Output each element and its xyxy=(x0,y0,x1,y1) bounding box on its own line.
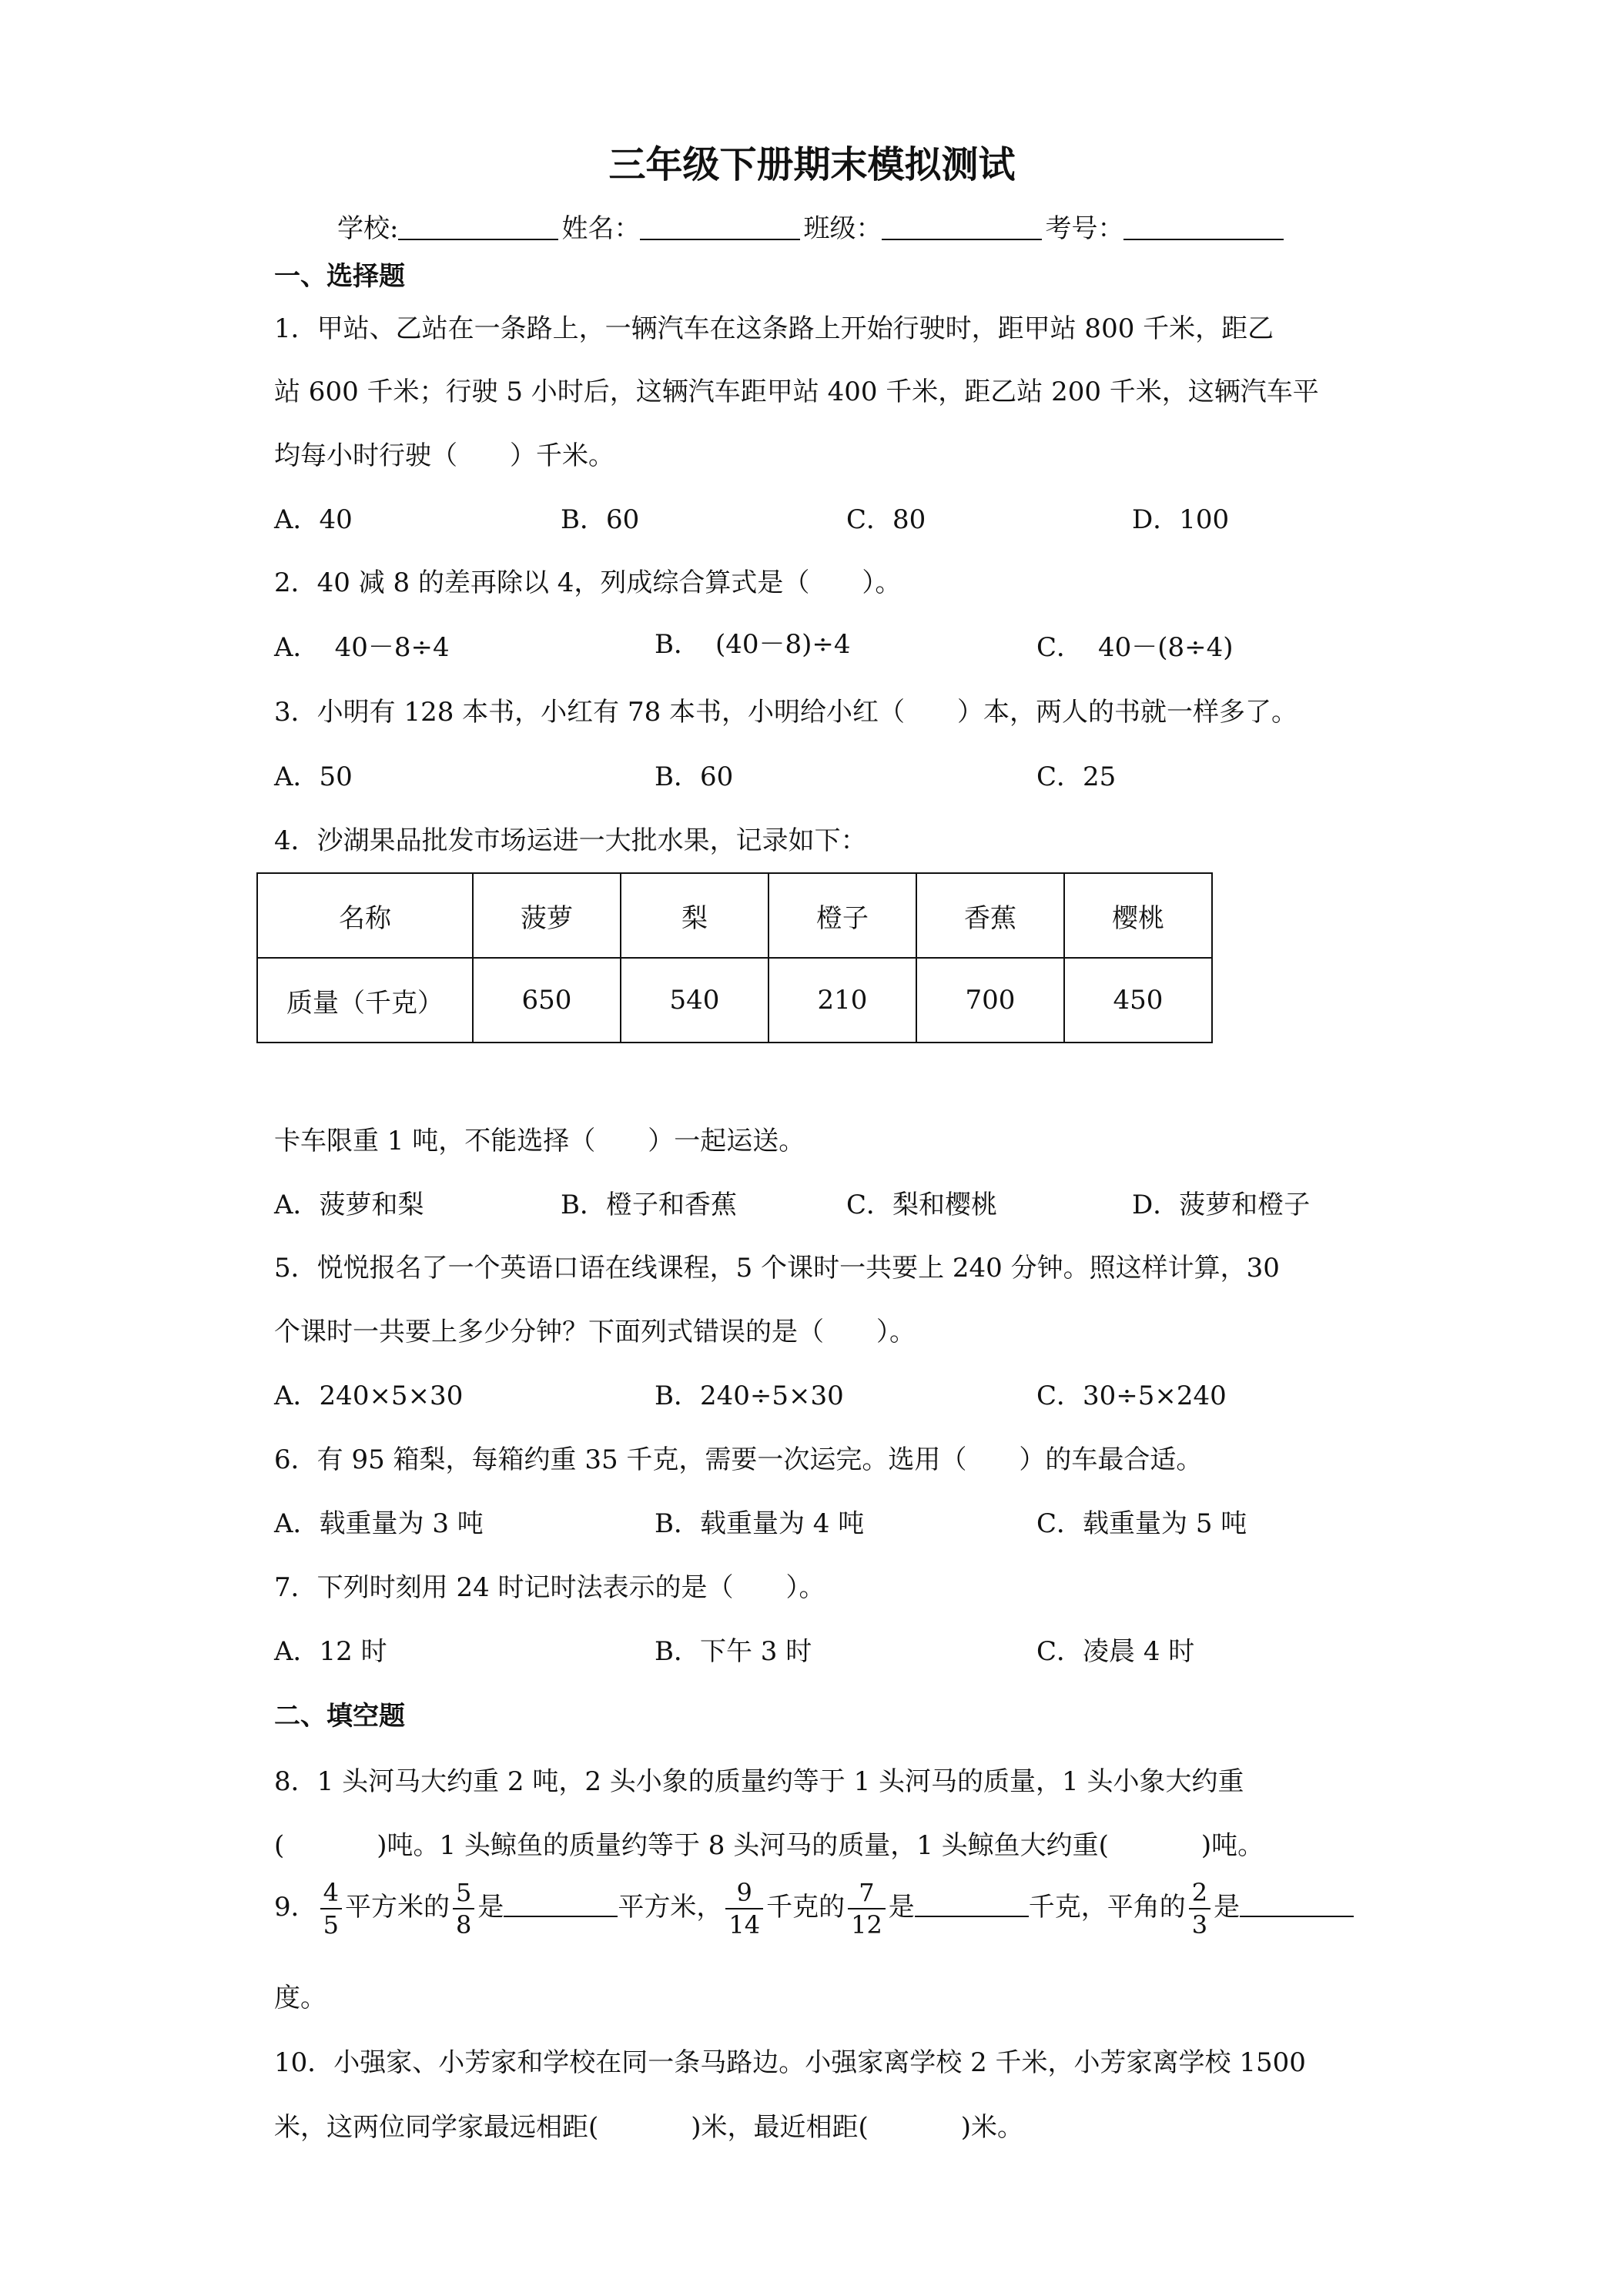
question-10-end-text: )米。 xyxy=(960,2112,1024,2143)
question-6-text: 6．有 95 箱梨，每箱约重 35 千克，需要一次运完。选用（ ）的车最合适。 xyxy=(274,1444,1203,1475)
exam-number-blank[interactable] xyxy=(1123,219,1284,240)
section-heading-choice: 一、选择题 xyxy=(274,261,405,292)
text: 平方米， xyxy=(618,1892,723,1923)
denominator: 3 xyxy=(1191,1910,1208,1940)
question-3-option-a[interactable]: A．50 xyxy=(274,761,353,792)
denominator: 14 xyxy=(728,1910,761,1940)
table-cell: 菠萝 xyxy=(473,873,621,958)
numerator: 9 xyxy=(725,1880,763,1909)
text: 千克的 xyxy=(766,1892,845,1923)
question-10-mid-text: )米，最近相距( xyxy=(691,2112,869,2143)
table-header-row xyxy=(257,873,1212,958)
question-2-text: 2．40 减 8 的差再除以 4，列成综合算式是（ ）。 xyxy=(274,567,902,598)
question-9-line-2: 度。 xyxy=(274,1983,326,2013)
fraction xyxy=(453,1878,474,1940)
question-7-option-c[interactable]: C．凌晨 4 时 xyxy=(1036,1636,1195,1667)
fraction xyxy=(320,1878,342,1940)
question-5-line-1: 5．悦悦报名了一个英语口语在线课程，5 个课时一共要上 240 分钟。照这样计算，30 xyxy=(274,1253,1280,1284)
question-1-option-c[interactable]: C．80 xyxy=(846,504,926,535)
option-letter: C． xyxy=(1036,632,1083,663)
table-cell: 650 xyxy=(473,958,621,1043)
question-4-option-d[interactable]: D．菠萝和橙子 xyxy=(1132,1190,1311,1220)
text: 平方米的 xyxy=(345,1892,450,1923)
text: 千克，平角的 xyxy=(1028,1892,1186,1923)
question-10-line-2 xyxy=(274,2112,1024,2143)
table-cell: 橙子 xyxy=(768,873,916,958)
question-5-option-a[interactable]: A．240×5×30 xyxy=(274,1381,464,1411)
question-1-line-2: 站 600 千米；行驶 5 小时后，这辆汽车距甲站 400 千米，距乙站 200 千米，这辆汽车平 xyxy=(274,377,1319,407)
question-3-option-c[interactable]: C．25 xyxy=(1036,761,1117,792)
question-2-option-c[interactable] xyxy=(1036,634,1234,661)
table-cell: 质量（千克） xyxy=(257,958,473,1043)
question-1-line-3: 均每小时行驶（ ）千米。 xyxy=(274,440,614,471)
numerator: 7 xyxy=(848,1880,886,1909)
name-label: 姓名： xyxy=(561,213,641,244)
fruit-weight-table xyxy=(256,872,1213,1043)
question-4-option-b[interactable]: B．橙子和香蕉 xyxy=(561,1190,737,1220)
fraction xyxy=(1189,1878,1210,1940)
question-8-end-text: )吨。 xyxy=(1200,1830,1264,1861)
answer-blank[interactable] xyxy=(1240,1897,1354,1917)
table-cell: 450 xyxy=(1064,958,1212,1043)
question-7-text: 7．下列时刻用 24 时记时法表示的是（ ）。 xyxy=(274,1572,825,1603)
open-paren: ( xyxy=(274,1830,285,1861)
question-1-option-b[interactable]: B．60 xyxy=(561,504,640,535)
expression: (40－8)÷4 xyxy=(715,629,851,660)
denominator: 8 xyxy=(456,1910,472,1940)
fraction xyxy=(725,1878,763,1940)
name-blank[interactable] xyxy=(640,219,800,240)
text: 是 xyxy=(888,1892,915,1923)
question-4-option-c[interactable]: C．梨和樱桃 xyxy=(846,1190,998,1220)
expression: 40－8÷4 xyxy=(334,632,450,663)
question-8-line-2 xyxy=(274,1832,1264,1859)
denominator: 12 xyxy=(851,1910,882,1940)
question-1-option-a[interactable]: A．40 xyxy=(274,504,353,535)
text: 是 xyxy=(1214,1892,1241,1923)
section-heading-fill-in: 二、填空题 xyxy=(274,1701,405,1732)
question-2-option-b[interactable] xyxy=(655,631,851,658)
table-cell: 樱桃 xyxy=(1064,873,1212,958)
question-3-option-b[interactable]: B．60 xyxy=(655,761,734,792)
student-info-row xyxy=(337,213,1287,244)
denominator: 5 xyxy=(323,1910,339,1940)
question-6-option-b[interactable]: B．载重量为 4 吨 xyxy=(655,1508,865,1539)
question-7-option-a[interactable]: A．12 时 xyxy=(274,1636,387,1667)
text: 是 xyxy=(477,1892,504,1923)
question-2-option-a[interactable] xyxy=(274,634,450,661)
table-cell: 540 xyxy=(621,958,768,1043)
question-5-option-b[interactable]: B．240÷5×30 xyxy=(655,1381,844,1411)
question-8-mid-text: )吨。1 头鲸鱼的质量约等于 8 头河马的质量，1 头鲸鱼大约重( xyxy=(377,1830,1109,1861)
question-9-line-1 xyxy=(274,1878,1354,1940)
school-label: 学校: xyxy=(337,213,399,244)
expression: 40－(8÷4) xyxy=(1098,632,1234,663)
table-cell: 香蕉 xyxy=(916,873,1064,958)
exam-number-label: 考号： xyxy=(1045,213,1124,244)
question-1-option-d[interactable]: D．100 xyxy=(1132,504,1230,535)
question-6-option-a[interactable]: A．载重量为 3 吨 xyxy=(274,1508,484,1539)
fraction xyxy=(848,1878,886,1940)
question-1-line-1: 1．甲站、乙站在一条路上，一辆汽车在这条路上开始行驶时，距甲站 800 千米，距乙 xyxy=(274,313,1274,344)
question-8-line-1: 8．1 头河马大约重 2 吨，2 头小象的质量约等于 1 头河马的质量，1 头小象大约重 xyxy=(274,1766,1244,1797)
table-cell: 名称 xyxy=(257,873,473,958)
question-10-start-text: 米，这两位同学家最远相距( xyxy=(274,2112,599,2143)
question-number: 9． xyxy=(274,1892,317,1923)
answer-blank[interactable] xyxy=(504,1897,618,1917)
class-blank[interactable] xyxy=(882,219,1042,240)
numerator: 5 xyxy=(453,1880,474,1909)
question-4-text: 4．沙湖果品批发市场运进一大批水果，记录如下： xyxy=(274,825,867,856)
question-3-text: 3．小明有 128 本书，小红有 78 本书，小明给小红（ ）本，两人的书就一样多了。 xyxy=(274,697,1298,728)
question-7-option-b[interactable]: B．下午 3 时 xyxy=(655,1636,812,1667)
question-4-follow-up: 卡车限重 1 吨，不能选择（ ）一起运送。 xyxy=(274,1126,805,1156)
question-10-line-1: 10．小强家、小芳家和学校在同一条马路边。小强家离学校 2 千米，小芳家离学校 1500 xyxy=(274,2047,1306,2078)
table-cell: 梨 xyxy=(621,873,768,958)
school-blank[interactable] xyxy=(398,219,558,240)
option-letter: B． xyxy=(655,629,700,660)
numerator: 2 xyxy=(1189,1880,1210,1909)
answer-blank[interactable] xyxy=(915,1897,1029,1917)
class-label: 班级： xyxy=(803,213,882,244)
option-letter: A． xyxy=(274,632,320,663)
table-cell: 210 xyxy=(768,958,916,1043)
numerator: 4 xyxy=(320,1880,342,1909)
question-6-option-c[interactable]: C．载重量为 5 吨 xyxy=(1036,1508,1247,1539)
question-5-option-c[interactable]: C．30÷5×240 xyxy=(1036,1381,1227,1411)
table-cell: 700 xyxy=(916,958,1064,1043)
question-4-option-a[interactable]: A．菠萝和梨 xyxy=(274,1190,424,1220)
page-title: 三年级下册期末模拟测试 xyxy=(608,143,1016,186)
table-row xyxy=(257,958,1212,1043)
question-5-line-2: 个课时一共要上多少分钟？下面列式错误的是（ ）。 xyxy=(274,1317,916,1347)
